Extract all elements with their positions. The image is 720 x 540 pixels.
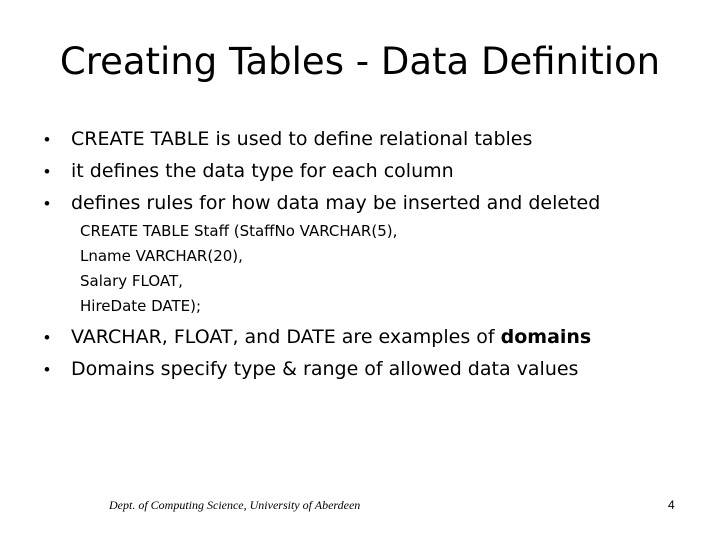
bullet-marker: • [44,328,50,347]
bullet-marker: • [44,194,50,213]
slide-title: Creating Tables - Data Definition [59,40,661,83]
sql-code-line: Lname VARCHAR(20), [80,247,243,265]
bullet-marker: • [44,130,50,149]
bullet-item [44,127,684,152]
slide-footer: Dept. of Computing Science, University of Aberdeen [109,498,361,512]
sql-code-line: CREATE TABLE Staff (StaffNo VARCHAR(5), [80,222,398,240]
bullet-text [71,325,684,350]
bold-term-domains: domains [500,326,592,348]
bullet-text-prefix: VARCHAR, FLOAT, and DATE are examples of [71,326,501,348]
bullet-item [44,159,684,184]
bullet-text: CREATE TABLE is used to define relational tables [71,128,533,150]
bullet-list [44,127,684,389]
sql-code-line: Salary FLOAT, [80,272,183,290]
bullet-text: it defines the data type for each column [71,160,454,182]
bullet-text: Domains specify type & range of allowed data values [71,358,579,380]
page-number: 4 [668,498,675,512]
sql-code-lines [44,219,684,319]
bullet-item [44,191,684,216]
code-block [44,219,684,319]
bullet-item [44,357,684,382]
bullet-marker: • [44,360,50,379]
sql-code-line: HireDate DATE); [80,297,202,315]
bullet-marker: • [44,162,50,181]
bullet-item [44,325,684,350]
bullet-text: defines rules for how data may be inserted and deleted [71,192,601,214]
